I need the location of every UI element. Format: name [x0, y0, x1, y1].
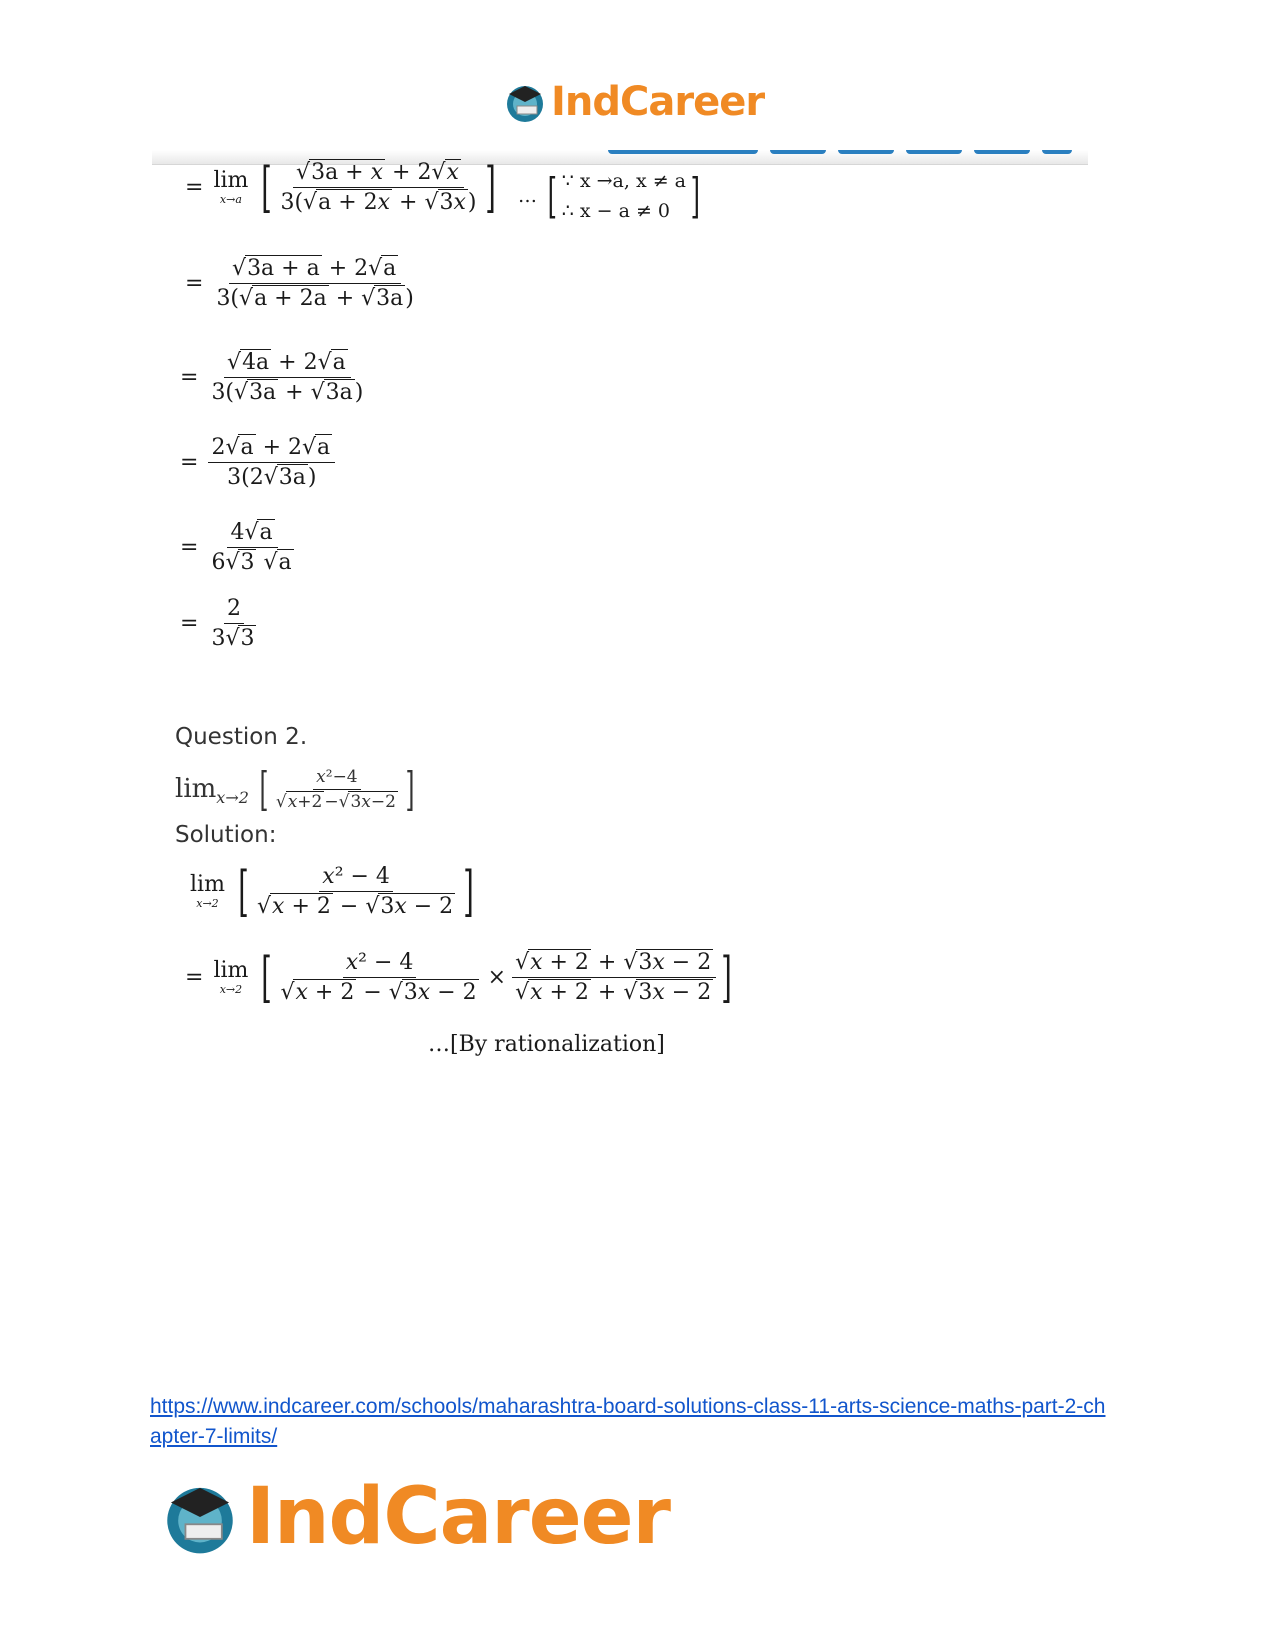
rationalization-note: …[By rationalization] — [428, 1032, 665, 1057]
source-link[interactable]: https://www.indcareer.com/schools/maharashtra-board-solutions-class-11-arts-science-maths-part-2-chapter-7-limits/ — [150, 1395, 1106, 1448]
limit-operator: lim x→2 — [213, 958, 249, 996]
justification-line: ∵ x →a, x ≠ a — [561, 170, 686, 192]
graduation-globe-icon — [160, 1477, 240, 1557]
header-logo — [503, 76, 764, 128]
tab-indicator — [1042, 150, 1072, 154]
brand-name: IndCareer — [246, 1472, 670, 1562]
math-step-1: = lim x→a [ $\frac{√3a + x + 2√x}{3(√a + 2x + √3x)}$ ] — [185, 155, 496, 219]
question-label: Question 2. — [175, 724, 308, 750]
math-step-5: = $\frac{4√a}{6√3 √a}$ — [180, 520, 292, 575]
tab-indicator — [608, 150, 758, 154]
justification-line: ∴ x − a ≠ 0 — [561, 200, 670, 222]
graduation-globe-icon — [503, 80, 547, 124]
justification: … [ ∵ x →a, x ≠ a ∴ x − a ≠ 0 ] — [518, 168, 701, 224]
brand-name: IndCareer — [551, 79, 765, 125]
solution-step-2: = lim x→2 [ $\frac{\text{x² − 4}}{√x + 2 - √3x - 2}$ × $\frac{√x + 2 + √3x - 2}{√x + 2 + √3x - 2}$ ] — [185, 945, 733, 1009]
limit-operator: lim x→2 — [190, 872, 225, 910]
solution-step-1: lim x→2 [ $\frac{\text{x² − 4}}{√x + 2 - √3x - 2}$ ] — [190, 859, 474, 923]
tab-indicator — [906, 150, 962, 154]
math-step-6: = $\frac{2}{3√3}$ — [180, 596, 255, 651]
tab-indicator — [770, 150, 826, 154]
question-expression: lim x→2 [ $\frac{\text{x²−4}}{√x+2 -√3x-2}$ ] — [175, 762, 415, 816]
tab-indicator — [838, 150, 894, 154]
solution-label: Solution: — [175, 822, 277, 848]
limit-operator: lim x→a — [213, 168, 249, 206]
math-step-3: = $\frac{√4a + 2√a}{3(√3a + √3a)}$ — [180, 350, 364, 405]
math-step-2: = $\frac{√3a + a + 2√a}{3(√a + 2a + √3a)}$ — [185, 256, 414, 311]
math-step-4: = $\frac{2√a + 2√a}{3(2√3a)}$ — [180, 435, 335, 490]
tab-indicator — [974, 150, 1030, 154]
footer-logo — [160, 1472, 670, 1562]
